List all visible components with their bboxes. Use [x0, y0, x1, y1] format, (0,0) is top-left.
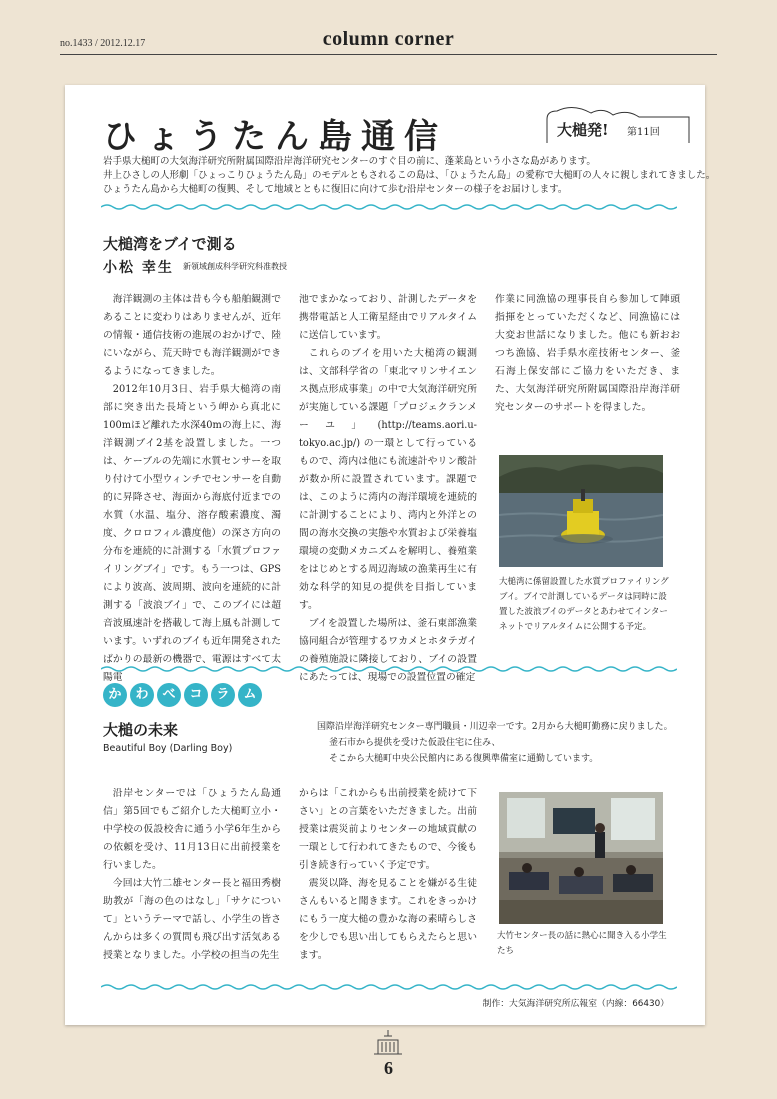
- intro-line: 釜石市から提供を受けた仮設住宅に住み、: [329, 738, 501, 748]
- column-label-char: ム: [238, 683, 262, 707]
- section1-column-1: [103, 291, 281, 687]
- column-label-char: か: [103, 683, 127, 707]
- section2-subtitle: Beautiful Boy (Darling Boy): [103, 743, 233, 754]
- section2-column-2: [299, 785, 477, 965]
- section2-intro: [317, 719, 697, 767]
- classroom-photo: [499, 792, 663, 924]
- section2-column-1: [103, 785, 281, 965]
- paragraph: 沿岸センターでは「ひょうたん島通信」第5回でもご紹介した大槌町立小・中学校の仮設校舎に通う小学6年生からの依頼を受け、11月13日に出前授業を行いました。: [103, 788, 281, 871]
- buoy-photo: [499, 455, 663, 567]
- page-heading: ひょうたん島通信: [103, 117, 447, 157]
- production-credit: 制作：大気海洋研究所広報室（内線：66430）: [482, 999, 669, 1009]
- intro-line: 岩手県大槌町の大気海洋研究所附属国際沿岸海洋研究センターのすぐ目の前に、蓬莱島という小さな島があります。: [103, 156, 596, 167]
- paragraph: 作業に同漁協の理事長自ら参加して陣頭指揮をとっていただくなど、同漁協には大変お世話になりました。他にも新おおつち漁協、岩手県水産技術センター、釜石海上保安部にご協力をいただき、また、大気海洋研究所附属国際沿岸海洋研究センターのサポートを得ました。: [495, 294, 680, 413]
- classroom-caption: 大竹センター長の話に熱心に聞き入る小学生たち: [497, 931, 667, 956]
- intro-line: 井上ひさしの人形劇「ひょっこりひょうたん島」のモデルともされるこの島は、「ひょうたん島」の愛称で大槌町の人々に親しまれてきました。: [103, 170, 716, 181]
- section2-title: 大槌の未来: [103, 721, 179, 739]
- paragraph: これらのブイを用いた大槌湾の観測は、文部科学省の「東北マリンサイエンス拠点形成事業」の中で大気海洋研究所が実施している課題「プロジェクランメーユ」(http://teams.aori.u-tokyo.ac.jp/) の一環として行っているもので、湾内は他にも流速計やリン酸計が数か所に設置されています。課題では、このように湾内の海洋環境を連続的に計測することにより、湾内と外洋との間の海水交換の実態や水質および栄養塩環境の変動メカニズムを解明し、養殖業をはじめとする周辺海域の漁業再生に有効な科学的知見の提供を目指しています。: [299, 348, 477, 611]
- section1-column-3: [495, 291, 680, 417]
- intro-line: そこから大槌町中央公民館内にある復興準備室に通勤しています。: [329, 754, 599, 764]
- paragraph: 2012年10月3日、岩手県大槌湾の南部に突き出た長埼という岬から真北に100mほど離れた水深40mの海上に、海洋観測ブイ2基を設置しました。一つは、ケーブルの先端に水質センサーを取り付けて小型ウィンチでセンサーを自動的に昇降させ、海面から海底付近までの水質（水温、塩分、溶存酸素濃度、濁度、クロロフィル濃度他）の深さ方向の分布を連続的に計測する「水質プロファイリングブイ」です。もう一つは、GPSにより波高、波周期、波向を連続的に計測する「波浪ブイ」で、このブイには超音波風速計を搭載して海上風も計測しています。いずれのブイも近年開発されたばかりの最新の機器で、電源はすべて太陽電: [103, 384, 281, 683]
- author-name: 小松 幸生: [103, 260, 174, 276]
- paragraph: 今回は大竹二雄センター長と福田秀樹助教が「海の色のはなし」「サケについて」というテーマで話し、小学生の皆さんからは多くの質問も飛び出す活気ある授業となりました。小学校の担当の先生: [103, 878, 281, 961]
- intro-line: 国際沿岸海洋研究センター専門職員・川辺幸一です。2月から大槌町勤務に戻りました。: [317, 722, 673, 732]
- header-rule: [60, 54, 717, 55]
- page-number: 6: [384, 1058, 393, 1078]
- column-label-char: コ: [184, 683, 208, 707]
- paragraph: ブイを設置した場所は、釜石東部漁業協同組合が管理するワカメとホタテガイの養殖施設に隣接しており、ブイの設置にあたっては、現場での設置位置の確定: [299, 618, 477, 683]
- paragraph: からは「これからも出前授業を続けて下さい」との言葉をいただきました。出前授業は震災前よりセンターの地域貢献の一環として行われてきたもので、今後も引き続き行っていく予定です。: [299, 788, 477, 871]
- intro-line: ひょうたん島から大槌町の復興、そして地域とともに復旧に向けて歩む沿岸センターの様子をお届けします。: [103, 184, 568, 195]
- paragraph: 海洋観測の主体は昔も今も船舶観測であることに変わりはありませんが、近年の情報・通信技術の進展のおかげで、陸にいながら、荒天時でも海洋観測ができるようになってきました。: [103, 294, 281, 377]
- paragraph: 池でまかなっており、計測したデータを携帯電話と人工衛星経由でリアルタイムに送信しています。: [299, 294, 477, 341]
- column-label-char: べ: [157, 683, 181, 707]
- article-card: [65, 85, 716, 1025]
- intro-text: [103, 155, 716, 197]
- paragraph: 震災以降、海を見ることを嫌がる生徒さんもいると聞きます。これをきっかけにもう一度大槌の豊かな海の素晴らしさを少しでも思い出してもらえたらと思います。: [299, 878, 477, 961]
- wave-divider: [101, 665, 677, 673]
- badge-origin: 大槌発!: [557, 121, 609, 139]
- column-label-char: わ: [130, 683, 154, 707]
- wave-divider: [101, 983, 677, 991]
- author-title: 新領域創成科学研究科准教授: [183, 262, 287, 271]
- wave-divider: [101, 203, 677, 211]
- section1-title: 大槌湾をブイで測る: [103, 235, 237, 253]
- column-label: [103, 683, 265, 709]
- buoy-caption: 大槌湾に係留設置した水質プロファイリングブイ。ブイで計測しているデータは同時に設置した波浪ブイのデータとあわせてインターネットでリアルタイムに公開する予定。: [499, 577, 669, 632]
- series-badge: [543, 105, 693, 147]
- badge-episode: 第11回: [627, 127, 660, 138]
- column-label-char: ラ: [211, 683, 235, 707]
- section1-column-2: [299, 291, 477, 687]
- issue-date: no.1433 / 2012.12.17: [60, 38, 146, 49]
- running-title: column corner: [322, 28, 455, 50]
- university-hall-logo: [370, 1028, 406, 1058]
